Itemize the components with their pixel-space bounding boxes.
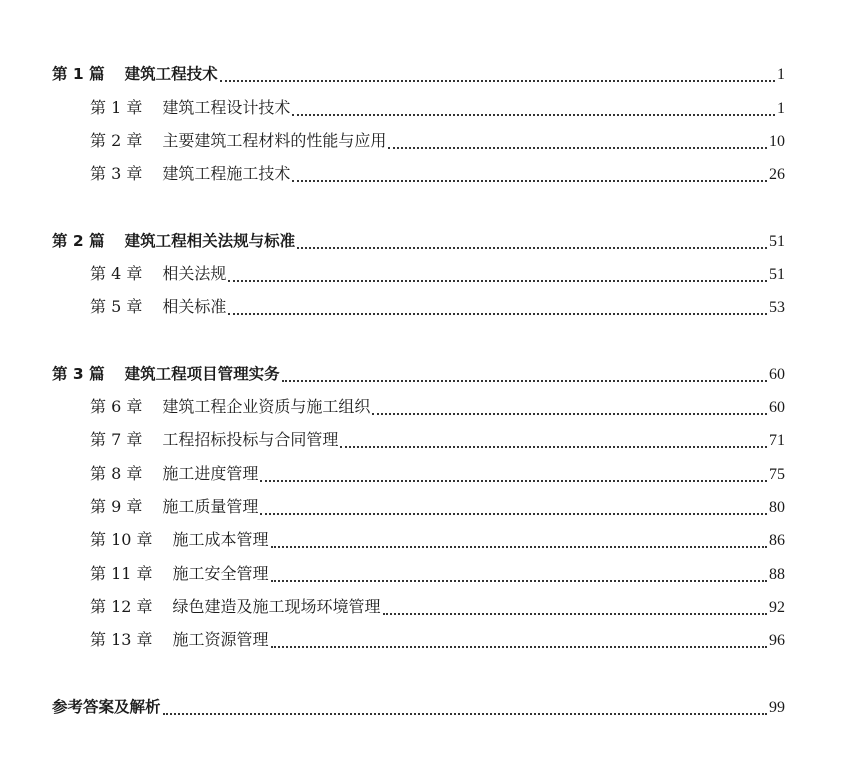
toc-page-number: 1 <box>777 66 785 83</box>
toc-number: 第 1 章 <box>90 98 143 117</box>
toc-number: 第 2 章 <box>90 131 143 150</box>
toc-number: 第 6 章 <box>90 397 143 416</box>
dot-leader <box>388 146 767 149</box>
toc-page-number: 51 <box>769 266 785 283</box>
toc-title: 施工质量管理 <box>162 497 259 516</box>
toc-chapter-5[interactable] <box>0 295 843 319</box>
toc-chapter-6[interactable] <box>0 395 843 419</box>
toc-chapter-4[interactable] <box>0 262 843 286</box>
dot-leader <box>282 379 767 382</box>
toc-number: 第 12 章 <box>90 597 153 616</box>
toc-page-number: 60 <box>769 399 785 416</box>
toc-chapter-1[interactable] <box>0 96 843 120</box>
toc-page-number: 96 <box>769 632 785 649</box>
toc-title: 建筑工程设计技术 <box>162 98 291 117</box>
toc-chapter-11[interactable] <box>0 562 843 586</box>
toc-title: 建筑工程企业资质与施工组织 <box>162 397 371 416</box>
toc-chapter-13[interactable] <box>0 628 843 652</box>
dot-leader <box>163 712 767 715</box>
toc-page-number: 71 <box>769 432 785 449</box>
toc-page-number: 92 <box>769 599 785 616</box>
toc-page-number: 53 <box>769 299 785 316</box>
toc-number: 第 11 章 <box>90 564 153 583</box>
toc-title: 施工安全管理 <box>172 564 269 583</box>
toc-page-number: 26 <box>769 166 785 183</box>
dot-leader <box>271 579 767 582</box>
toc-title: 建筑工程施工技术 <box>162 164 291 183</box>
toc-title: 建筑工程项目管理实务 <box>124 365 280 383</box>
dot-leader <box>228 312 767 315</box>
toc-chapter-8[interactable] <box>0 462 843 486</box>
toc-number: 第 10 章 <box>90 530 153 549</box>
toc-title: 主要建筑工程材料的性能与应用 <box>162 131 387 150</box>
dot-leader <box>292 113 775 116</box>
toc-title: 绿色建造及施工现场环境管理 <box>172 597 381 616</box>
toc-title: 参考答案及解析 <box>52 698 161 716</box>
dot-leader <box>383 612 767 615</box>
toc-number: 第 3 章 <box>90 164 143 183</box>
toc-title: 建筑工程相关法规与标准 <box>124 232 296 250</box>
toc-title: 施工成本管理 <box>172 530 269 549</box>
dot-leader <box>271 645 767 648</box>
toc-chapter-12[interactable] <box>0 595 843 619</box>
toc-number: 第 8 章 <box>90 464 143 483</box>
toc-number: 第 2 篇 <box>52 232 105 250</box>
toc-chapter-10[interactable] <box>0 528 843 552</box>
toc-chapter-7[interactable] <box>0 428 843 452</box>
toc-chapter-2[interactable] <box>0 129 843 153</box>
toc-number: 第 9 章 <box>90 497 143 516</box>
toc-page-number: 1 <box>777 100 785 117</box>
dot-leader <box>340 445 767 448</box>
toc-page-number: 60 <box>769 366 785 383</box>
toc-page-number: 75 <box>769 466 785 483</box>
toc-number: 第 7 章 <box>90 430 143 449</box>
toc-page-number: 80 <box>769 499 785 516</box>
dot-leader <box>260 512 767 515</box>
toc-number: 第 4 章 <box>90 264 143 283</box>
toc-number: 第 1 篇 <box>52 65 105 83</box>
toc-title: 相关标准 <box>162 297 227 316</box>
dot-leader <box>297 246 767 249</box>
toc-chapter-3[interactable] <box>0 162 843 186</box>
dot-leader <box>372 412 767 415</box>
toc-page-number: 99 <box>769 699 785 716</box>
toc-title: 施工进度管理 <box>162 464 259 483</box>
toc-title: 工程招标投标与合同管理 <box>162 430 339 449</box>
toc-title: 施工资源管理 <box>172 630 269 649</box>
toc-part-1[interactable] <box>0 62 843 86</box>
toc-answers[interactable] <box>0 695 843 719</box>
toc-part-3[interactable] <box>0 362 843 386</box>
toc-number: 第 5 章 <box>90 297 143 316</box>
toc-title: 建筑工程技术 <box>124 65 218 83</box>
toc-page-number: 51 <box>769 233 785 250</box>
toc-page-number: 88 <box>769 566 785 583</box>
toc-number: 第 3 篇 <box>52 365 105 383</box>
dot-leader <box>292 179 767 182</box>
dot-leader <box>220 79 775 82</box>
toc-part-2[interactable] <box>0 229 843 253</box>
dot-leader <box>228 279 767 282</box>
dot-leader <box>271 545 767 548</box>
toc-page-number: 86 <box>769 532 785 549</box>
toc-page-number: 10 <box>769 133 785 150</box>
dot-leader <box>260 479 767 482</box>
toc-title: 相关法规 <box>162 264 227 283</box>
toc-number: 第 13 章 <box>90 630 153 649</box>
toc-chapter-9[interactable] <box>0 495 843 519</box>
